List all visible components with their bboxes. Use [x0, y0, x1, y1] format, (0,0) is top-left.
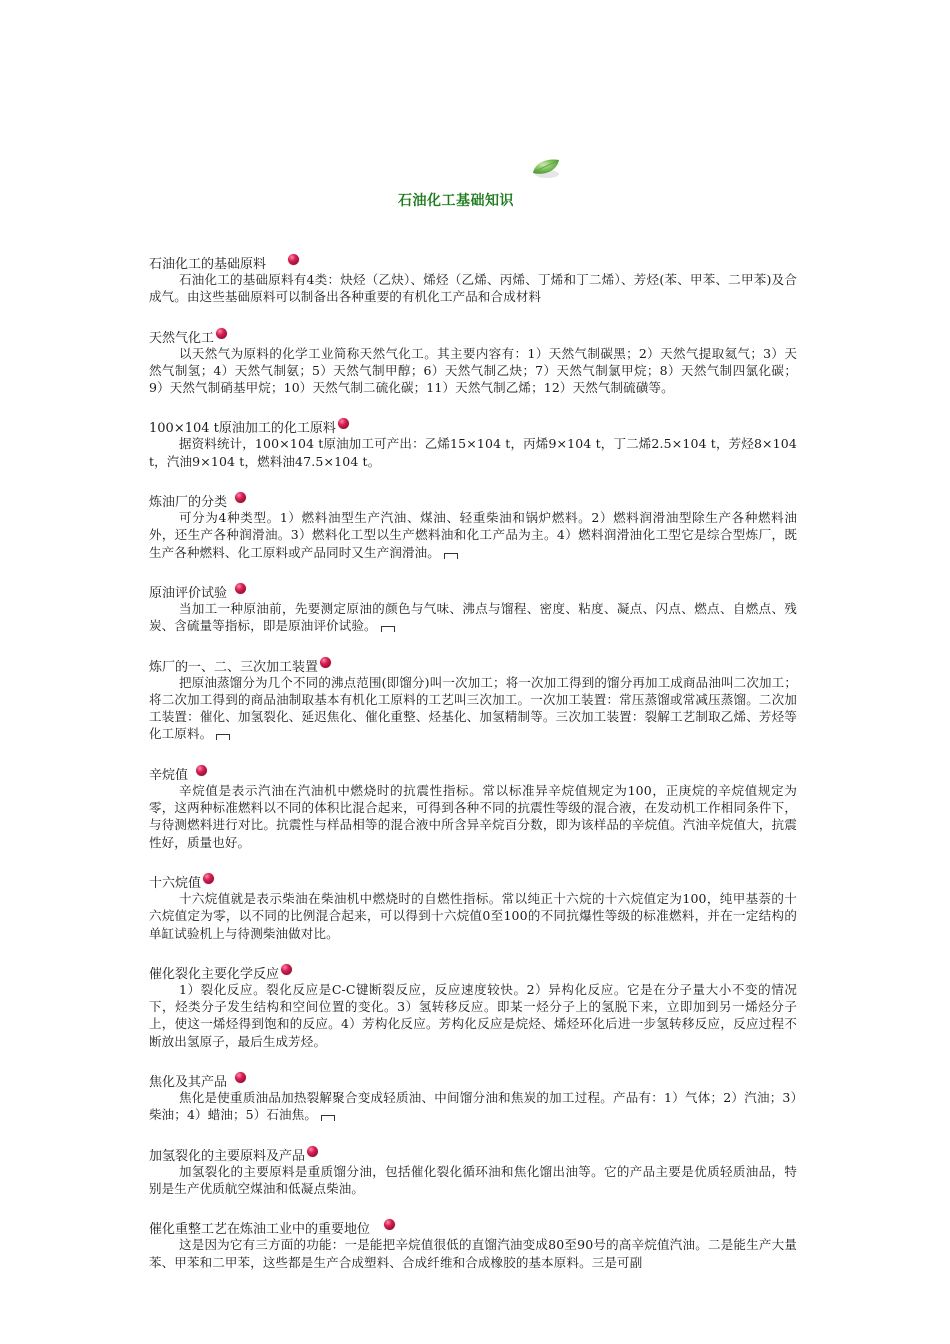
- document-body: [149, 254, 797, 1293]
- section-heading: [149, 418, 797, 435]
- return-mark-icon: [216, 734, 230, 740]
- section-paragraph: [149, 1089, 797, 1124]
- return-mark-icon: [321, 1115, 335, 1121]
- heading-text: 原油评价试验: [149, 585, 228, 601]
- section-paragraph: [149, 674, 797, 743]
- section-heading: [149, 492, 797, 509]
- section-paragraph: 十六烷值就是表示柴油在柴油机中燃烧时的自燃性指标。常以纯正十六烷的十六烷值定为100，纯甲基萘的十六烷值定为零，以不同的比例混合起来，可以得到十六烷值0至100的不同抗爆性等级的标准燃料，并在一定结构的单缸试验机上与待测柴油做对比。: [149, 890, 797, 941]
- section-crude-evaluation: [149, 583, 797, 635]
- section-octane-number: [149, 765, 797, 851]
- section-crude-processing: [149, 418, 797, 470]
- section-heading: [149, 583, 797, 600]
- return-mark-icon: [381, 626, 395, 632]
- heading-text: 炼厂的一、二、三次加工装置: [149, 659, 319, 675]
- heading-text: 石油化工的基础原料: [149, 257, 267, 272]
- section-heading: [149, 765, 797, 782]
- section-heading: [149, 254, 797, 271]
- section-hydrocracking: [149, 1146, 797, 1198]
- section-processing-units: [149, 657, 797, 743]
- heading-text: 焦化及其产品: [149, 1075, 228, 1091]
- section-heading: [149, 328, 797, 345]
- section-paragraph: [149, 509, 797, 561]
- paragraph-text: 焦化是使重质油品加热裂解聚合变成轻质油、中间馏分油和焦炭的加工过程。产品有：1）气体；2）汽油；3）柴油；4）蜡油；5）石油焦。: [149, 1090, 797, 1123]
- section-paragraph: 以天然气为原料的化学工业简称天然气化工。其主要内容有：1）天然气制碳黑；2）天然气提取氦气；3）天然气制氢；4）天然气制氨；5）天然气制甲醇；6）天然气制乙炔；7）天然气制氯甲烷；8）天然气制四氯化碳；9）天然气制硝基甲烷；10）天然气制二硫化碳；11）天然气制乙烯；12）天然气制硫磺等。: [149, 345, 797, 396]
- section-paragraph: 辛烷值是表示汽油在汽油机中燃烧时的抗震性指标。常以标准异辛烷值规定为100，正庚烷的辛烷值规定为零，这两种标准燃料以不同的体积比混合起来，可得到各种不同的抗震性等级的混合液，在发动机工作相同条件下，与待测燃料进行对比。抗震性与样品相等的混合液中所含异辛烷百分数，即为该样品的辛烷值。汽油辛烷值大，抗震性好，质量也好。: [149, 782, 797, 850]
- section-heading: [149, 657, 797, 674]
- heading-text: 催化裂化主要化学反应: [149, 966, 280, 982]
- section-cetane-number: [149, 873, 797, 942]
- red-bead-icon: [203, 873, 214, 884]
- paragraph-text: 可分为4种类型。1）燃料油型生产汽油、煤油、轻重柴油和锅炉燃料。2）燃料润滑油型除生产各种燃料油外，还生产各种润滑油。3）燃料化工型以生产燃料油和化工产品为主。4）燃料润滑油化工型它是综合型炼厂，既生产各种燃料、化工原料或产品同时又生产润滑油。: [149, 510, 797, 560]
- section-catalytic-reforming: [149, 1219, 797, 1271]
- red-bead-icon: [235, 492, 246, 503]
- section-paragraph: 这是因为它有三方面的功能：一是能把辛烷值很低的直馏汽油变成80至90号的高辛烷值汽油。二是能生产大量苯、甲苯和二甲苯，这些都是生产合成塑料、合成纤维和合成橡胶的基本原料。三是可副: [149, 1237, 797, 1270]
- leaf-icon: [530, 156, 562, 182]
- red-bead-icon: [320, 657, 331, 668]
- heading-text: 加氢裂化的主要原料及产品: [149, 1148, 306, 1164]
- section-heading: [149, 964, 797, 981]
- heading-text: 催化重整工艺在炼油工业中的重要地位: [149, 1222, 371, 1238]
- section-paragraph: 石油化工的基础原料有4类：炔烃（乙炔）、烯烃（乙烯、丙烯、丁烯和丁二烯）、芳烃(苯、甲苯、二甲苯)及合成气。由这些基础原料可以制备出各种重要的有机化工产品和合成材料: [149, 272, 797, 305]
- red-bead-icon: [196, 765, 207, 776]
- section-paragraph: 加氢裂化的主要原料是重质馏分油，包括催化裂化循环油和焦化馏出油等。它的产品主要是优质轻质油品，特别是生产优质航空煤油和低凝点柴油。: [149, 1163, 797, 1196]
- section-basic-materials: [149, 254, 797, 306]
- paragraph-text: 把原油蒸馏分为几个不同的沸点范围(即馏分)叫一次加工；将一次加工得到的馏分再加工成商品油叫二次加工；将二次加工得到的商品油制取基本有机化工原料的工艺叫三次加工。一次加工装置：常压蒸馏或常减压蒸馏。二次加工装置：催化、加氢裂化、延迟焦化、催化重整、烃基化、加氢精制等。三次加工装置：裂解工艺制取乙烯、芳烃等化工原料。: [149, 674, 797, 742]
- red-bead-icon: [307, 1146, 318, 1157]
- heading-text: 辛烷值: [149, 767, 189, 783]
- red-bead-icon: [384, 1219, 395, 1230]
- section-paragraph: [149, 600, 797, 635]
- section-heading: [149, 1072, 797, 1089]
- section-paragraph: 1）裂化反应。裂化反应是C-C键断裂反应，反应速度较快。2）异构化反应。它是在分子量大小不变的情况下，烃类分子发生结构和空间位置的变化。3）氢转移反应。即某一烃分子上的氢脱下来，立即加到另一烯烃分子上，使这一烯烃得到饱和的反应。4）芳构化反应。芳构化反应是烷烃、烯烃环化后进一步氢转移反应，反应过程不断放出氢原子，最后生成芳烃。: [149, 981, 797, 1049]
- return-mark-icon: [444, 553, 458, 559]
- document-title: 石油化工基础知识: [398, 193, 514, 209]
- section-refinery-types: [149, 492, 797, 561]
- section-heading: [149, 1146, 797, 1163]
- red-bead-icon: [338, 418, 349, 429]
- section-heading: [149, 1219, 797, 1236]
- section-coking: [149, 1072, 797, 1124]
- section-heading: [149, 873, 797, 890]
- paragraph-text: 当加工一种原油前，先要测定原油的颜色与气味、沸点与馏程、密度、粘度、凝点、闪点、燃点、自燃点、残炭、含硫量等指标，即是原油评价试验。: [149, 600, 797, 634]
- red-bead-icon: [235, 1072, 246, 1083]
- section-catalytic-cracking: [149, 964, 797, 1050]
- section-natural-gas: [149, 328, 797, 397]
- red-bead-icon: [281, 964, 292, 975]
- red-bead-icon: [288, 254, 299, 265]
- heading-text: 十六烷值: [149, 875, 202, 891]
- heading-text: 炼油厂的分类: [149, 495, 228, 511]
- red-bead-icon: [216, 328, 227, 339]
- heading-text: 100×104 t原油加工的化工原料: [149, 421, 336, 437]
- section-paragraph: 据资料统计，100×104 t原油加工可产出：乙烯15×104 t，丙烯9×104 t，丁二烯2.5×104 t，芳烃8×104 t，汽油9×104 t，燃料油47.5×104 t。: [149, 436, 797, 469]
- red-bead-icon: [235, 583, 246, 594]
- heading-text: 天然气化工: [149, 330, 215, 346]
